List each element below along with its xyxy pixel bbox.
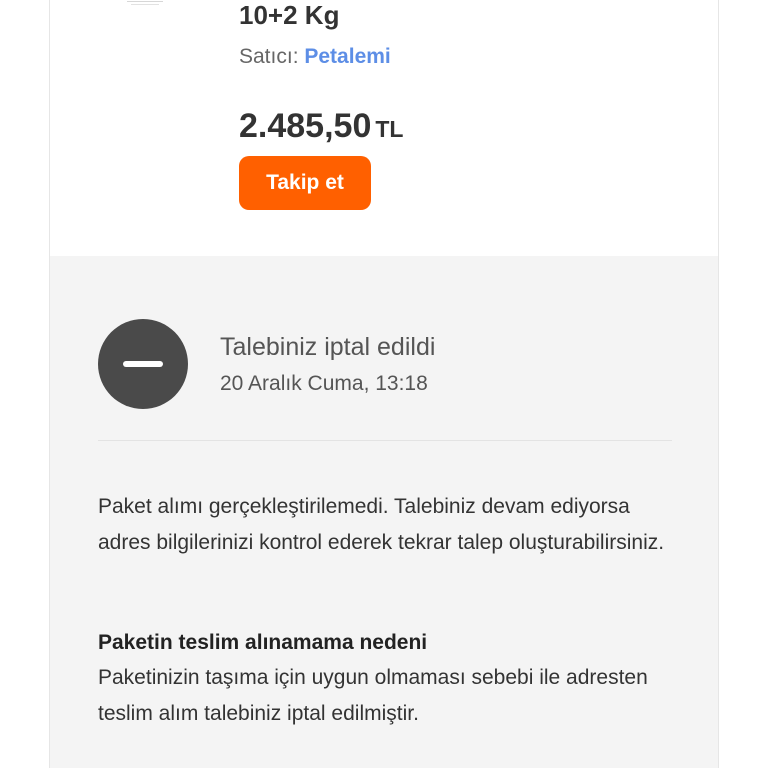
- reason-title: Paketin teslim alınamama nedeni: [98, 631, 428, 654]
- price-amount: 2.485,50: [239, 107, 372, 145]
- status-title: Talebiniz iptal edildi: [220, 333, 436, 361]
- seller-label: Satıcı:: [239, 45, 299, 68]
- seller-link[interactable]: Petalemi: [304, 45, 391, 68]
- follow-button[interactable]: Takip et: [239, 156, 371, 210]
- minus-circle-icon: [98, 319, 188, 409]
- reason-text: Paketinizin taşıma için uygun olmaması sebebi ile adresten teslim alım talebiniz iptal edilmiştir.: [98, 666, 648, 725]
- status-panel: [50, 256, 718, 768]
- minus-icon-bar: [123, 361, 163, 367]
- product-image[interactable]: [127, 0, 163, 6]
- product-image-edge: [127, 1, 163, 2]
- product-name: 10+2 Kg: [239, 0, 340, 30]
- divider: [98, 440, 672, 441]
- price: [239, 106, 403, 153]
- seller-row: [239, 44, 391, 70]
- status-message: Paket alımı gerçekleştirilemedi. Talebiniz devam ediyorsa adres bilgilerinizi kontrol ederek tekrar talep oluşturabilirsiniz.: [98, 495, 665, 554]
- product-card: [50, 0, 718, 256]
- price-currency: TL: [375, 116, 404, 142]
- product-image-edge-inner: [131, 4, 159, 5]
- status-date: 20 Aralık Cuma, 13:18: [220, 372, 428, 395]
- order-detail-container: [49, 0, 719, 768]
